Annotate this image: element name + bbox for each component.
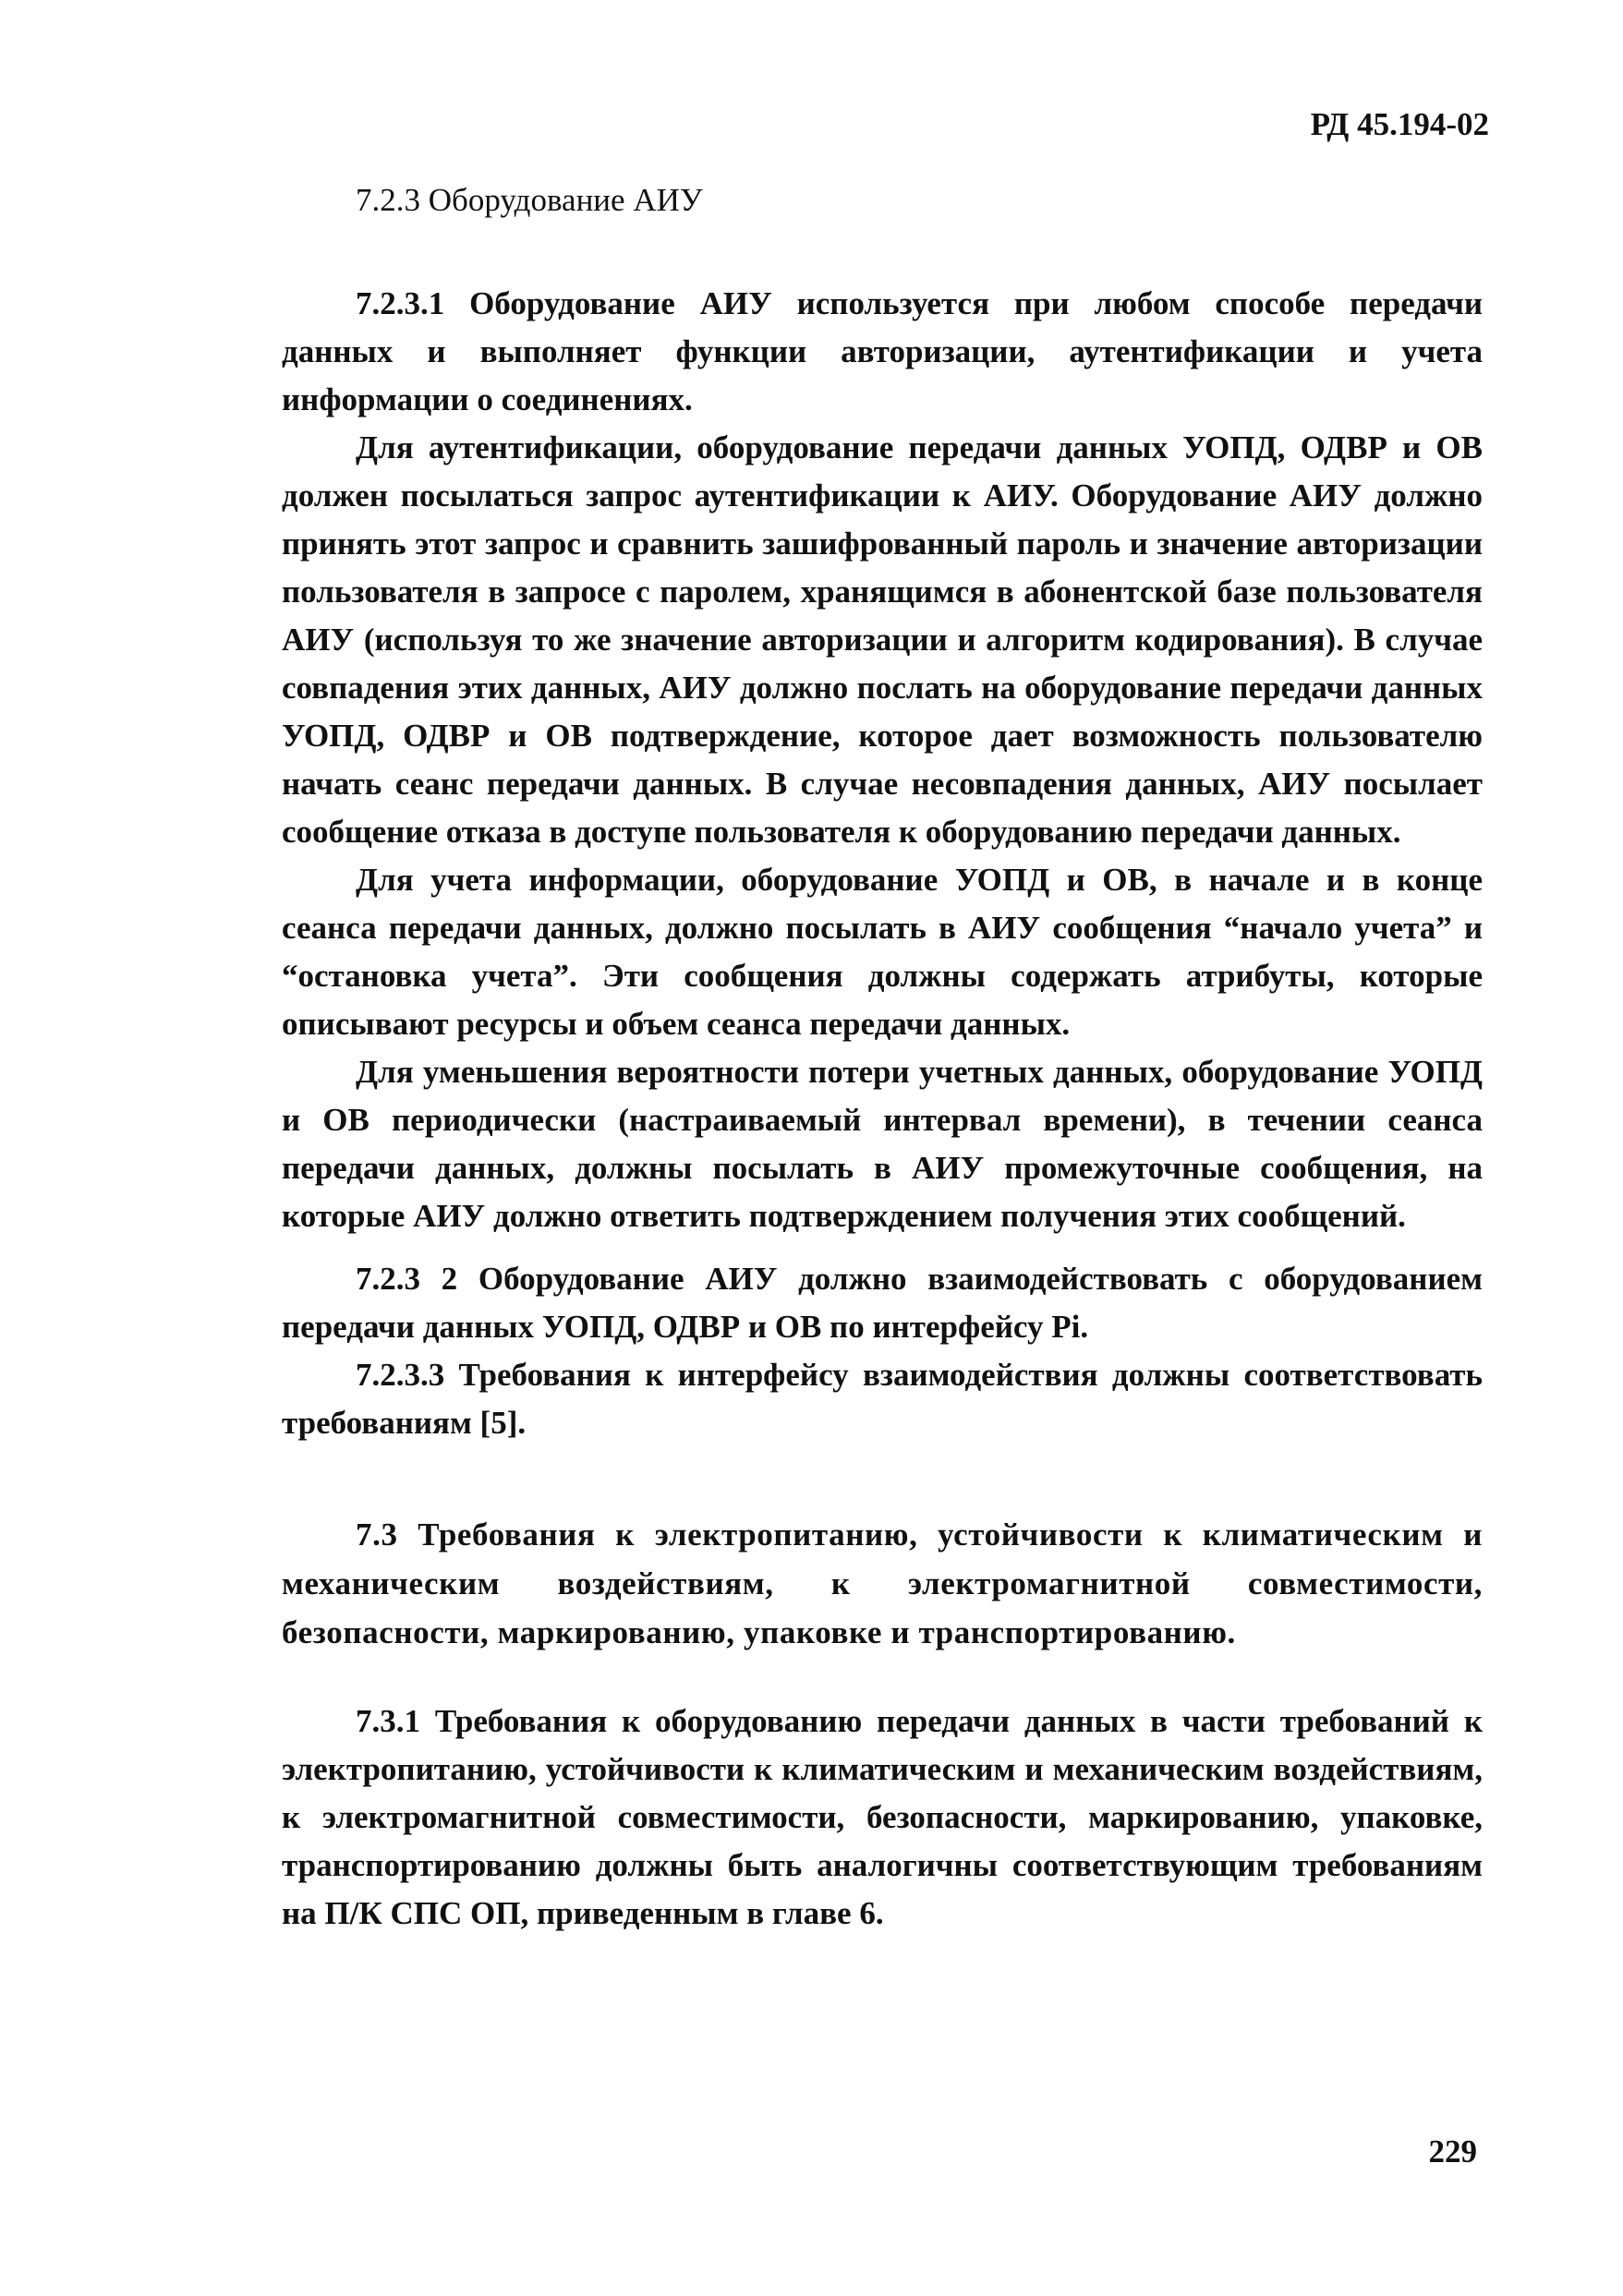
paragraph-7-3-1: 7.3.1 Требования к оборудованию передачи данных в части требований к электропитанию, устойчивости к климатическим и механическим воздействиям, к электромагнитной совместимости, безопасности, маркированию, упаковке, транспортированию должны быть аналогичны соответствующим требованиям на П/К СПС ОП, приведенным в главе 6. [282,1703,1483,1931]
paragraph-7-2-3-1: 7.2.3.1 Оборудование АИУ используется при любом способе передачи данных и выполняет функции авторизации, аутентификации и учета информации о соединениях. [282,285,1483,417]
section-7-3-body [282,1698,1483,1938]
section-7-2-3-body [282,280,1483,1240]
document-code: РД 45.194-02 [1310,106,1489,142]
paragraph-accounting: Для учета информации, оборудование УОПД и ОВ, в начале и в конце сеанса передачи данных, должно посылать в АИУ сообщения “начало учета” и “остановка учета”. Эти сообщения должны содержать атрибуты, которые описывают ресурсы и объем сеанса передачи данных. [282,862,1483,1042]
page-number: 229 [1428,2133,1477,2169]
section-7-3-heading-block [282,1510,1483,1657]
paragraph-authentication: Для аутентификации, оборудование передачи данных УОПД, ОДВР и ОВ должен посылаться запрос аутентификации к АИУ. Оборудование АИУ должно принять этот запрос и сравнить зашифрованный пароль и значение авторизации пользователя в запросе с паролем, хранящимся в абонентской базе пользователя АИУ (используя то же значение авторизации и алгоритм кодирования). В случае совпадения этих данных, АИУ должно послать на оборудование передачи данных УОПД, ОДВР и ОВ подтверждение, которое дает возможность пользователю начать сеанс передачи данных. В случае несовпадения данных, АИУ посылает сообщение отказа в доступе пользователя к оборудованию передачи данных. [282,429,1483,850]
section-7-2-3-interface [282,1255,1483,1447]
section-heading-7-3: 7.3 Требования к электропитанию, устойчивости к климатическим и механическим воздействиям, к электромагнитной совместимости, безопасности, маркированию, упаковке и транспортированию. [282,1517,1483,1650]
paragraph-7-2-3-3: 7.2.3.3 Требования к интерфейсу взаимодействия должны соответствовать требованиям [5]. [282,1357,1483,1441]
subsection-title: 7.2.3 Оборудование АИУ [356,182,703,218]
paragraph-interim-messages: Для уменьшения вероятности потери учетных данных, оборудование УОПД и ОВ периодически (настраиваемый интервал времени), в течении сеанса передачи данных, должны посылать в АИУ промежуточные сообщения, на которые АИУ должно ответить подтверждением получения этих сообщений. [282,1054,1483,1234]
paragraph-7-2-3-2: 7.2.3 2 Оборудование АИУ должно взаимодействовать с оборудованием передачи данных УОПД, ОДВР и ОВ по интерфейсу Pi. [282,1261,1483,1345]
